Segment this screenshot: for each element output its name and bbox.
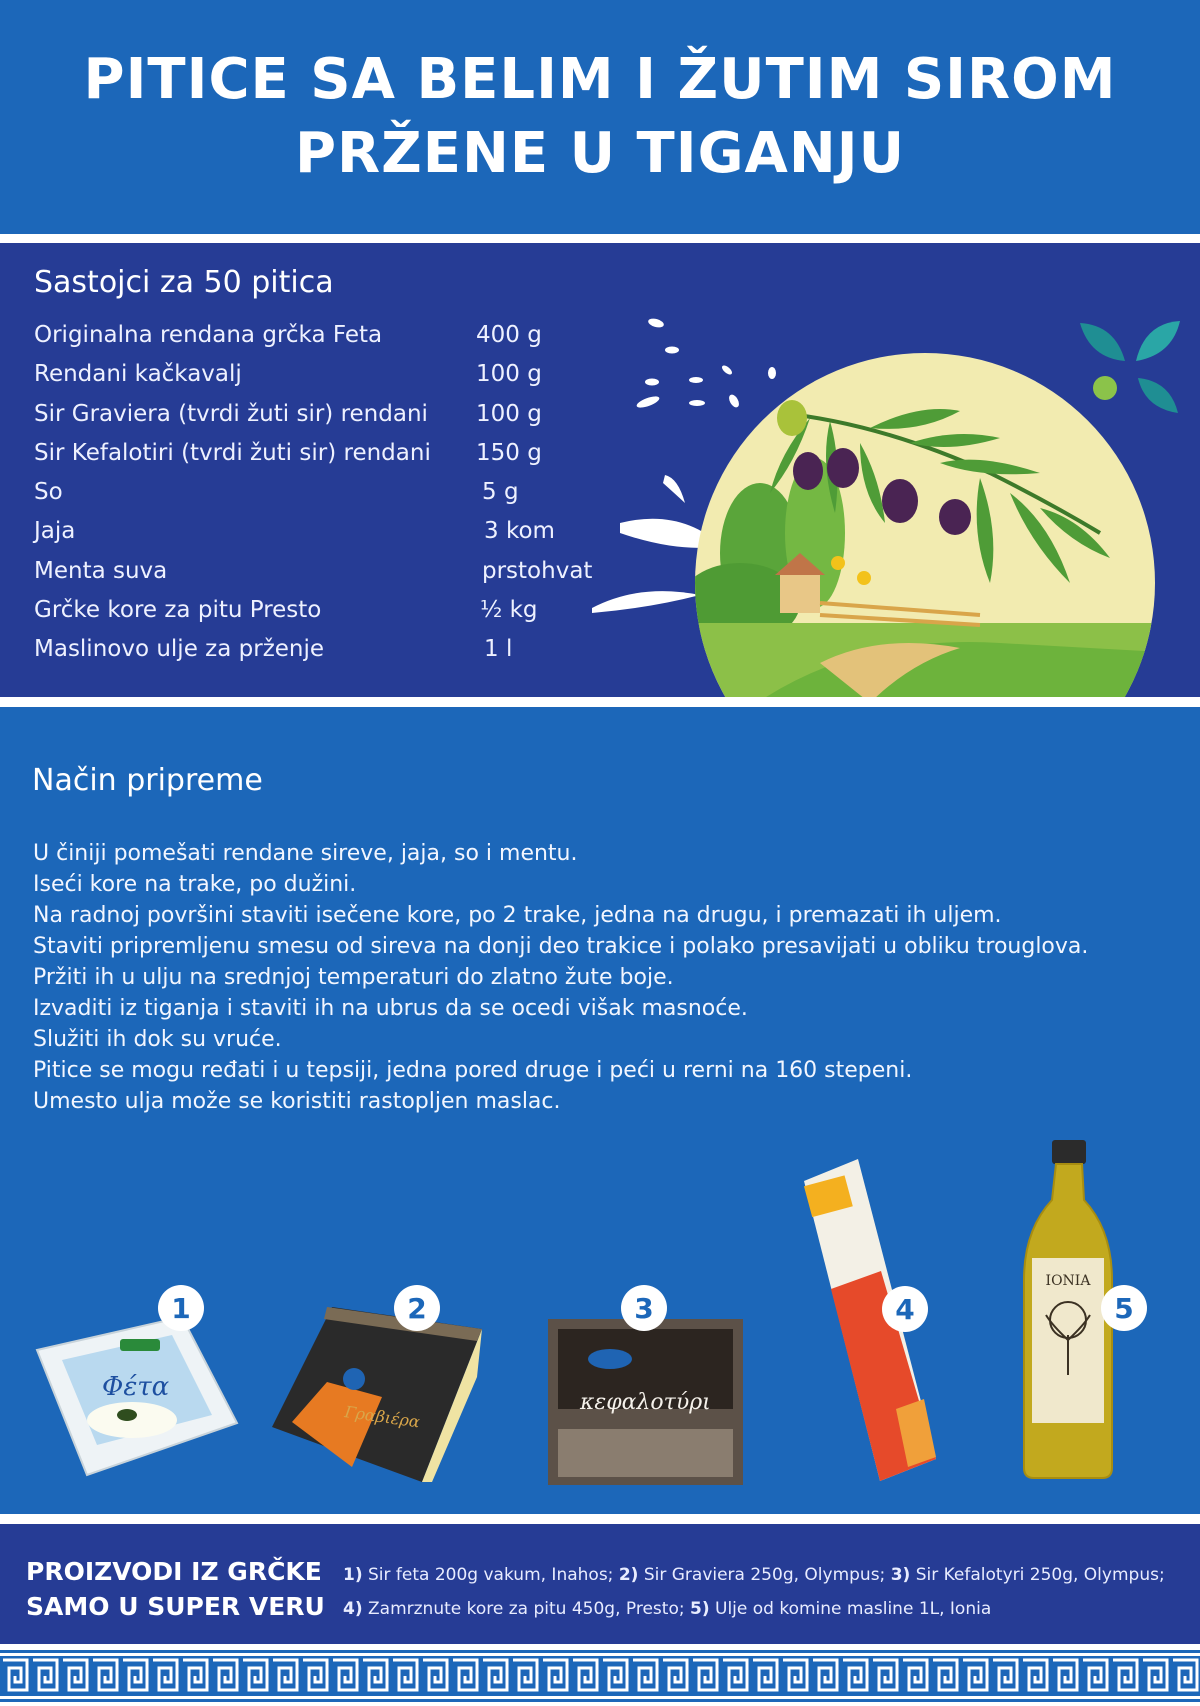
ingredient-qty: prstohvat (482, 557, 593, 584)
ingredient-qty: 100 g (476, 361, 542, 388)
footer-products-line-2 (343, 1592, 1165, 1626)
preparation-step: Pitice se mogu ređati i u tepsiji, jedna pored druge i peći u rerni na 160 stepeni. (33, 1058, 913, 1083)
footer-tagline-line-2: SAMO U SUPER VERU (26, 1592, 325, 1621)
product-badge-1: 1 (158, 1285, 204, 1331)
oil-brand: IONIA (1045, 1273, 1091, 1289)
preparation-section (0, 707, 1200, 1514)
graviera-label: Γραβιέρα (343, 1402, 421, 1432)
ingredients-heading: Sastojci za 50 pitica (34, 265, 334, 300)
ingredient-name: Sir Graviera (tvrdi žuti sir) rendani (34, 400, 428, 427)
footer-product-number: 1) (343, 1565, 363, 1585)
preparation-step: Na radnoj površini staviti isečene kore, po 2 trake, jedna na drugu, i premazati ih uljem. (33, 903, 1002, 928)
footer-product-text: Zamrznute kore za pitu 450g, Presto; (362, 1599, 690, 1619)
flower-logo (1080, 321, 1180, 413)
product-badge-5: 5 (1101, 1285, 1147, 1331)
ingredient-qty: 150 g (476, 439, 542, 466)
product-feta-image (32, 1305, 242, 1480)
preparation-step: Pržiti ih u ulju na srednjoj temperaturi do zlatno žute boje. (33, 965, 674, 990)
preparation-step: Izvaditi iz tiganja i staviti ih na ubrus da se ocedi višak masnoće. (33, 996, 748, 1021)
footer-product-number: 2) (618, 1565, 639, 1585)
ingredient-name: Menta suva (34, 557, 168, 584)
ingredient-qty: 1 l (484, 636, 513, 663)
ingredient-name: Rendani kačkavalj (34, 361, 242, 388)
ingredient-qty: 3 kom (484, 518, 555, 545)
footer-product-text: Sir Graviera 250g, Olympus; (638, 1565, 891, 1585)
ingredient-name: Sir Kefalotiri (tvrdi žuti sir) rendani (34, 439, 431, 466)
preparation-step: U činiji pomešati rendane sireve, jaja, so i mentu. (33, 841, 578, 866)
ingredient-name: Originalna rendana grčka Feta (34, 322, 383, 348)
preparation-step: Umesto ulja može se koristiti rastopljen maslac. (33, 1089, 561, 1114)
preparation-steps (33, 838, 1088, 1117)
ingredient-qty: ½ kg (480, 597, 538, 624)
footer-product-number: 3) (890, 1565, 911, 1585)
title-line-1: PITICE SA BELIM I ŽUTIM SIROM (83, 47, 1117, 112)
footer-tagline-line-1: PROIZVODI IZ GRČKE (26, 1557, 322, 1586)
greek-key-border (0, 1650, 1200, 1702)
ingredient-name: Grčke kore za pitu Presto (34, 597, 322, 624)
footer-tagline (26, 1554, 325, 1624)
footer-product-number: 4) (343, 1599, 363, 1619)
preparation-step: Iseći kore na trake, po dužini. (33, 872, 357, 897)
ingredient-name: So (34, 479, 63, 506)
olive-illustration (580, 303, 1180, 697)
footer-section (0, 1524, 1200, 1644)
title-line-2: PRŽENE U TIGANJU (294, 121, 906, 186)
preparation-heading: Način pripreme (32, 763, 263, 798)
footer-product-text: Sir Kefalotyri 250g, Olympus; (910, 1565, 1165, 1585)
ingredient-name: Maslinovo ulje za prženje (34, 636, 325, 663)
footer-products-line-1 (343, 1558, 1165, 1592)
greek-key-pattern (0, 1650, 1200, 1702)
product-graviera-image (272, 1307, 487, 1482)
kefalotyri-label: κεφαλοτύρι (580, 1390, 711, 1415)
ingredient-qty: 5 g (482, 479, 519, 506)
ingredient-qty: 100 g (476, 400, 542, 427)
feta-label: Φέτα (102, 1372, 170, 1402)
preparation-step: Staviti pripremljenu smesu od sireva na donji deo trakice i polako presavijati u obliku trouglova. (33, 934, 1089, 959)
footer-product-list (343, 1558, 1165, 1626)
footer-product-text: Ulje od komine masline 1L, Ionia (709, 1599, 992, 1619)
product-badge-3: 3 (621, 1285, 667, 1331)
product-kefalotyri-image (548, 1319, 748, 1489)
title-band (0, 0, 1200, 234)
ingredient-name: Jaja (34, 518, 76, 545)
footer-product-number: 5) (689, 1599, 710, 1619)
product-badge-2: 2 (394, 1285, 440, 1331)
ingredient-qty: 400 g (476, 322, 542, 348)
ingredients-section (0, 243, 1200, 697)
footer-product-text: Sir feta 200g vakum, Inahos; (362, 1565, 619, 1585)
product-badge-4: 4 (882, 1286, 928, 1332)
preparation-step: Služiti ih dok su vruće. (33, 1027, 282, 1052)
